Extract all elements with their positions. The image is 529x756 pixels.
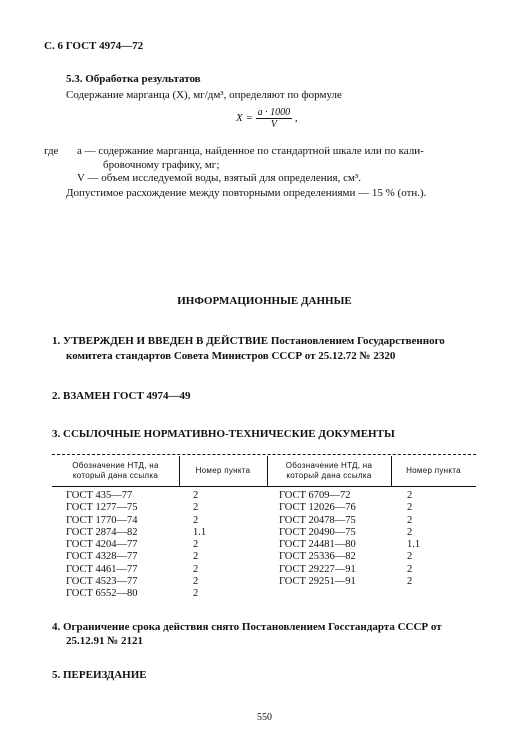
header-text: который дана ссылка (72, 471, 159, 480)
header-text: который дана ссылка (286, 471, 372, 480)
header-designation-right (267, 461, 391, 481)
info-item-1-line1: 1. УТВЕРЖДЕН И ВВЕДЕН В ДЕЙСТВИЕ Постановлением Государственного (52, 335, 445, 347)
left-clauses-column: 2 2 2 1.1 2 2 2 2 2 (193, 490, 207, 600)
formula-tail: , (294, 112, 298, 125)
right-docs-column: ГОСТ 6709—72 ГОСТ 12026—76 ГОСТ 20478—75 ГОСТ 20490—75 ГОСТ 24481—80 ГОСТ 25336—82 ГОСТ 29227—91 ГОСТ 29251—91 (279, 490, 356, 588)
left-docs-column: ГОСТ 435—77 ГОСТ 1277—75 ГОСТ 1770—74 ГОСТ 2874—82 ГОСТ 4204—77 ГОСТ 4328—77 ГОСТ 4461—77 ГОСТ 4523—77 ГОСТ 6552—80 (66, 490, 138, 600)
info-item-2: 2. ВЗАМЕН ГОСТ 4974—49 (52, 390, 191, 402)
formula-denominator: V (270, 119, 277, 130)
header-text: Обозначение НТД, на (285, 461, 373, 470)
section-intro: Содержание марганца (X), мг/дм³, определяют по формуле (66, 89, 342, 101)
definition-a-line1: a — содержание марганца, найденное по стандартной шкале или по кали- (77, 145, 424, 157)
formula-numerator: a · 1000 (257, 107, 291, 118)
table-header-rule (52, 486, 476, 487)
header-designation-left (52, 461, 179, 481)
header-text: Обозначение НТД, на (72, 461, 159, 470)
right-clauses-column: 2 2 2 2 1.1 2 2 2 (407, 490, 421, 588)
info-item-3: 3. ССЫЛОЧНЫЕ НОРМАТИВНО-ТЕХНИЧЕСКИЕ ДОКУМЕНТЫ (52, 428, 395, 440)
header-clause-left: Номер пункта (195, 466, 251, 475)
section-title: 5.3. Обработка результатов (66, 73, 201, 85)
info-item-4-line1: 4. Ограничение срока действия снято Постановлением Госстандарта СССР от (52, 621, 442, 633)
formula-lhs: X = (236, 112, 253, 125)
definition-v: V — объем исследуемой воды, взятый для определения, см³. (77, 172, 361, 184)
where-label: где (44, 145, 59, 157)
info-title: ИНФОРМАЦИОННЫЕ ДАННЫЕ (177, 295, 352, 307)
info-item-1-line2: комитета стандартов Совета Министров СССР от 25.12.72 № 2320 (66, 350, 396, 362)
page-number: 550 (257, 712, 272, 723)
tolerance-note: Допустимое расхождение между повторными определениями — 15 % (отн.). (66, 187, 427, 199)
table-top-rule (52, 454, 476, 455)
info-item-5: 5. ПЕРЕИЗДАНИЕ (52, 669, 147, 681)
formula (236, 107, 298, 130)
definition-a-line2: бровочному графику, мг; (103, 159, 220, 171)
header-clause-right: Номер пункта (406, 466, 461, 475)
running-head: С. 6 ГОСТ 4974—72 (44, 40, 144, 52)
formula-fraction (256, 107, 293, 130)
info-item-4-line2: 25.12.91 № 2121 (66, 635, 144, 647)
